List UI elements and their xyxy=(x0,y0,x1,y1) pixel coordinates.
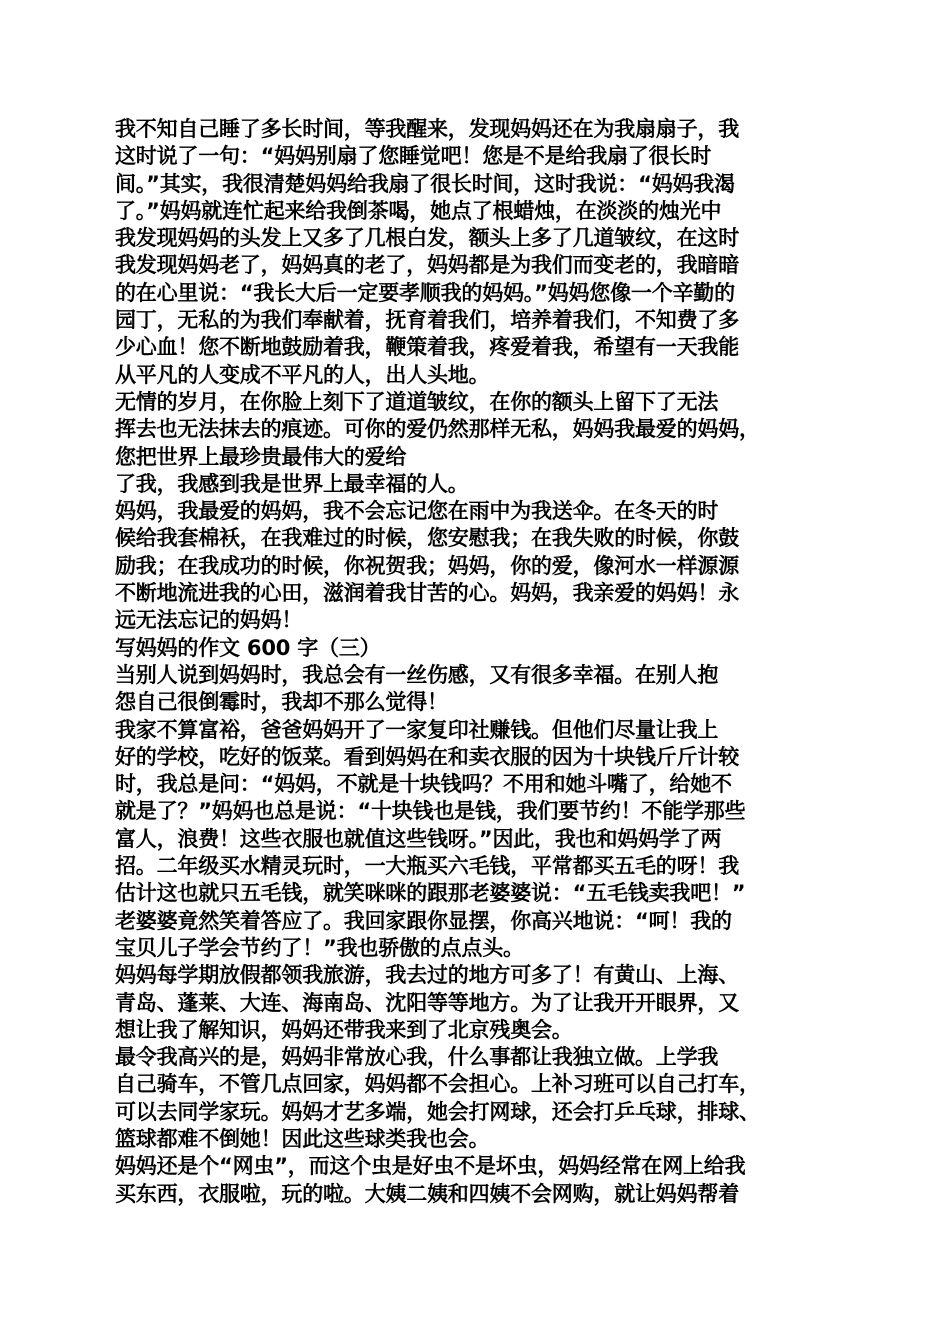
text-line: 我不知自己睡了多长时间，等我醒来，发现妈妈还在为我扇扇子，我 xyxy=(115,117,739,141)
text-line: 宝贝儿子学会节约了！”我也骄傲的点点头。 xyxy=(115,935,524,960)
text-line: 可以去同学家玩。妈妈才艺多端，她会打网球，还会打乒乓球，排球、 xyxy=(115,1099,760,1124)
text-line: 园丁，无私的为我们奉献着，抚育着我们，培养着我们，不知费了多 xyxy=(115,308,739,333)
text-line: 远无法忘记的妈妈！ xyxy=(115,608,303,633)
text-line: 妈妈还是个“网虫”，而这个虫是好虫不是坏虫，妈妈经常在网上给我 xyxy=(115,1154,746,1179)
text-line: 老婆婆竟然笑着答应了。我回家跟你显摆，你高兴地说：“呵！我的 xyxy=(115,908,732,933)
text-line: 妈妈每学期放假都领我旅游，我去过的地方可多了！有黄山、上海、 xyxy=(115,963,739,988)
text-line: 我发现妈妈老了，妈妈真的老了，妈妈都是为我们而变老的，我暗暗 xyxy=(115,253,739,278)
text-line: 怨自己很倒霉时，我却不那么觉得！ xyxy=(115,690,448,715)
text-line: 您把世界上最珍贵最伟大的爱给 xyxy=(115,444,407,469)
text-line: 励我；在我成功的时候，你祝贺我；妈妈，你的爱，像河水一样源源 xyxy=(115,553,739,578)
text-line: 从平凡的人变成不平凡的人，出人头地。 xyxy=(115,362,490,387)
text-line: 估计这也就只五毛钱，就笑咪咪的跟那老婆婆说：“五毛钱卖我吧！” xyxy=(115,881,746,906)
text-line: 不断地流进我的心田，滋润着我甘苦的心。妈妈，我亲爱的妈妈！永 xyxy=(115,581,739,606)
text-line: 最令我高兴的是，妈妈非常放心我，什么事都让我独立做。上学我 xyxy=(115,1045,719,1070)
text-line: 富人，浪费！这些衣服也就值这些钱呀。”因此，我也和妈妈学了两 xyxy=(115,826,722,851)
text-line: 招。二年级买水精灵玩时，一大瓶买六毛钱，平常都买五毛的呀！我 xyxy=(115,854,739,879)
text-line: 了我，我感到我是世界上最幸福的人。 xyxy=(115,471,469,496)
text-line: 我发现妈妈的头发上又多了几根白发，额头上多了几道皱纹，在这时 xyxy=(115,226,739,251)
text-line: 买东西，衣服啦，玩的啦。大姨二姨和四姨不会网购，就让妈妈帮着 xyxy=(115,1181,739,1206)
text-line: 无情的岁月，在你脸上刻下了道道皱纹，在你的额头上留下了无法 xyxy=(115,389,719,414)
text-line: 少心血！您不断地鼓励着我，鞭策着我，疼爱着我，希望有一天我能 xyxy=(115,335,739,360)
text-line: 想让我了解知识，妈妈还带我来到了北京残奥会。 xyxy=(115,1017,573,1042)
text-line: 挥去也无法抹去的痕迹。可你的爱仍然那样无私，妈妈我最爱的妈妈， xyxy=(115,417,760,442)
essay-text xyxy=(115,116,850,1208)
text-line: 写妈妈的作文 600 字（三） xyxy=(115,635,381,660)
text-line: 篮球都难不倒她！因此这些球类我也会。 xyxy=(115,1126,490,1151)
text-line: 时，我总是问：“妈妈，不就是十块钱吗？不用和她斗嘴了，给她不 xyxy=(115,772,732,797)
text-line: 就是了？”妈妈也总是说：“十块钱也是钱，我们要节约！不能学那些 xyxy=(115,799,746,824)
text-line: 青岛、蓬莱、大连、海南岛、沈阳等等地方。为了让我开开眼界，又 xyxy=(115,990,739,1015)
text-line: 当别人说到妈妈时，我总会有一丝伤感，又有很多幸福。在别人抱 xyxy=(115,662,719,687)
text-line: 这时说了一句：“妈妈别扇了您睡觉吧！您是不是给我扇了很长时 xyxy=(115,144,711,169)
text-line: 的在心里说：“我长大后一定要孝顺我的妈妈。”妈妈您像一个辛勤的 xyxy=(115,280,735,305)
text-line: 妈妈，我最爱的妈妈，我不会忘记您在雨中为我送伞。在冬天的时 xyxy=(115,499,719,524)
text-line: 自己骑车，不管几点回家，妈妈都不会担心。上补习班可以自己打车， xyxy=(115,1072,760,1097)
text-line: 好的学校，吃好的饭菜。看到妈妈在和卖衣服的因为十块钱斤斤计较 xyxy=(115,744,739,769)
text-line: 我家不算富裕，爸爸妈妈开了一家复印社赚钱。但他们尽量让我上 xyxy=(115,717,719,742)
text-line: 候给我套棉袄，在我难过的时候，您安慰我；在我失败的时候，你鼓 xyxy=(115,526,739,551)
text-line: 间。”其实，我很清楚妈妈给我扇了很长时间，这时我说：“妈妈我渴 xyxy=(115,171,735,196)
text-line: 了。”妈妈就连忙起来给我倒茶喝，她点了根蜡烛，在淡淡的烛光中 xyxy=(115,198,722,223)
